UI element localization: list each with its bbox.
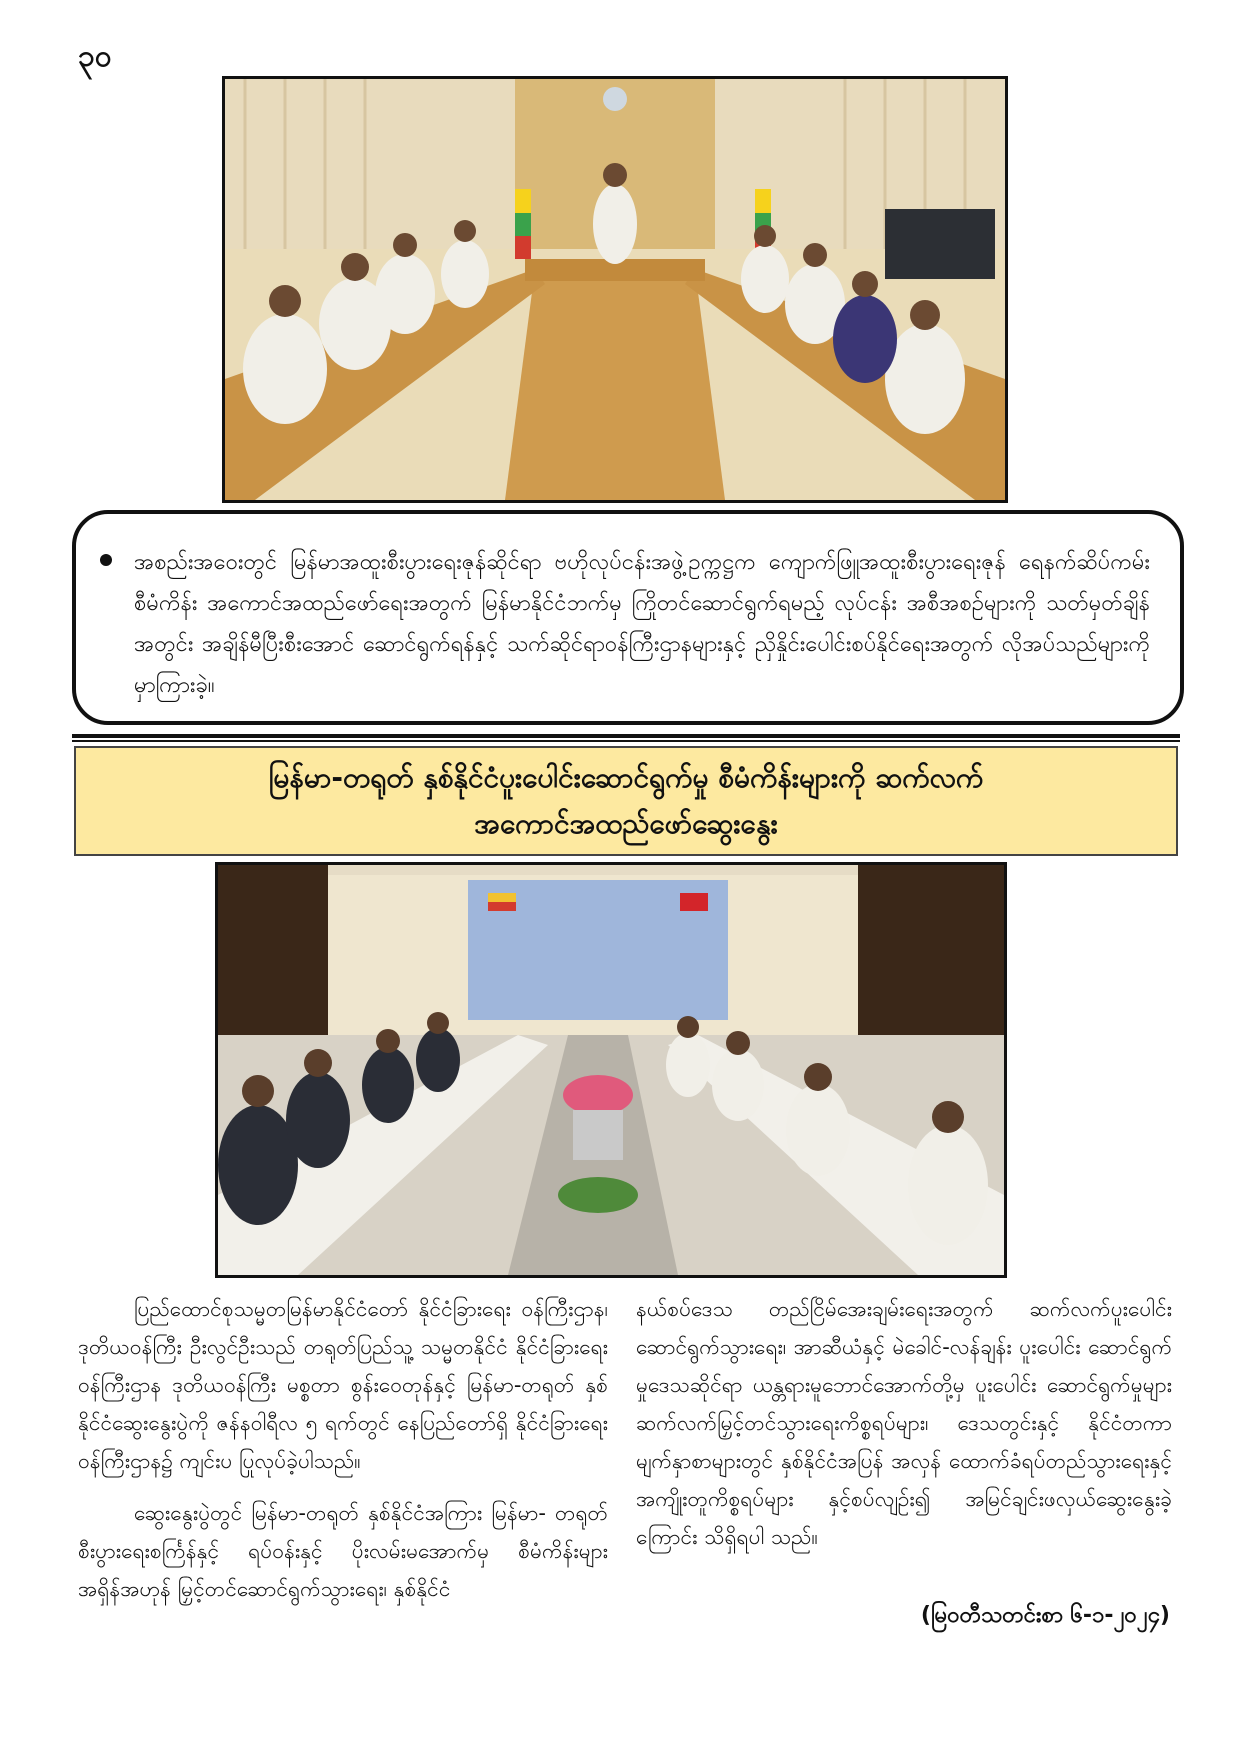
meeting-photo-1: [222, 76, 1008, 503]
bullet-icon: [100, 554, 112, 566]
article-heading-line-1: မြန်မာ-တရုတ် နှစ်နိုင်ငံပူးပေါင်းဆောင်ရွက်မှု စီမံကိန်းများကို ဆက်လက်: [268, 761, 984, 794]
article-paragraph-1: ပြည်ထောင်စုသမ္မတမြန်မာနိုင်ငံတော် နိုင်ငံခြားရေး ဝန်ကြီးဌာန၊ ဒုတိယဝန်ကြီး ဦးလွင်ဦးသည် တရုတ်ပြည်သူ့ သမ္မတနိုင်ငံ နိုင်ငံခြားရေးဝန်ကြီးဌာန ဒုတိယဝန်ကြီး မစ္စတာ စွန်းဝေတုန်နှင့် မြန်မာ-တရုတ် နှစ်နိုင်ငံဆွေးနွေးပွဲကို ဇန်နဝါရီလ ၅ ရက်တွင် နေပြည်တော်ရှိ နိုင်ငံခြားရေးဝန်ကြီးဌာန၌ ကျင်းပ ပြုလုပ်ခဲ့ပါသည်။: [78, 1297, 608, 1473]
bullet-note-box: [72, 510, 1184, 725]
article-source: (မြဝတီသတင်းစာ ၆-၁-၂၀၂၄): [920, 1603, 1170, 1628]
article-column-left: [78, 1290, 608, 1622]
article-heading-box: [74, 746, 1178, 856]
meeting-photo-2: [215, 862, 1007, 1278]
meeting-photo-2-illustration: [218, 865, 1004, 1275]
page-number: ၃၀: [78, 39, 112, 74]
meeting-photo-1-illustration: [225, 79, 1005, 500]
section-divider-thin: [72, 740, 1180, 742]
section-divider: [72, 734, 1180, 738]
article-column-right: [636, 1290, 1172, 1556]
article-heading-line-2: အကောင်အထည်ဖော်ဆွေးနွေး: [474, 807, 778, 840]
bullet-note-text: အစည်းအဝေးတွင် မြန်မာအထူးစီးပွားရေးဇုန်ဆိုင်ရာ ဗဟိုလုပ်ငန်းအဖွဲ့ဥက္ကဋ္ဌက ကျောက်ဖြူအထူးစီးပွားရေးဇုန် ရေနက်ဆိပ်ကမ်းစီမံကိန်း အကောင်အထည်ဖော်ရေးအတွက် မြန်မာနိုင်ငံဘက်မှ ကြိုတင်ဆောင်ရွက်ရမည့် လုပ်ငန်း အစီအစဉ်များကို သတ်မှတ်ချိန်အတွင်း အချိန်မီပြီးစီးအောင် ဆောင်ရွက်ရန်နှင့် သက်ဆိုင်ရာဝန်ကြီးဌာနများနှင့် ညှိနှိုင်းပေါင်းစပ်နိုင်ရေးအတွက် လိုအပ်သည်များကို မှာကြားခဲ့။: [134, 550, 1150, 698]
article-paragraph-3: နယ်စပ်ဒေသ တည်ငြိမ်အေးချမ်းရေးအတွက် ဆက်လက်ပူးပေါင်း ဆောင်ရွက်သွားရေး၊ အာဆီယံနှင့် မဲခေါင်-လန်ချန်း ပူးပေါင်း ဆောင်ရွက်မှုဒေသဆိုင်ရာ ယန္တရားမူဘောင်အောက်တို့မှ ပူးပေါင်း ဆောင်ရွက်မှုများ ဆက်လက်မြှင့်တင်သွားရေးကိစ္စရပ်များ၊ ဒေသတွင်းနှင့် နိုင်ငံတကာမျက်နှာစာများတွင် နှစ်နိုင်ငံအပြန် အလှန် ထောက်ခံရပ်တည်သွားရေးနှင့် အကျိုးတူကိစ္စရပ်များ နှင့်စပ်လျဉ်း၍ အမြင်ချင်းဖလှယ်ဆွေးနွေးခဲ့ကြောင်း သိရှိရပါ သည်။: [636, 1297, 1172, 1549]
article-paragraph-2: ဆွေးနွေးပွဲတွင် မြန်မာ-တရုတ် နှစ်နိုင်ငံအကြား မြန်မာ- တရုတ် စီးပွားရေးစင်္ကြန်နှင့် ရပ်ဝန်းနှင့် ပိုးလမ်းမအောက်မှ စီမံကိန်းများ အရှိန်အဟုန် မြှင့်တင်ဆောင်ရွက်သွားရေး၊ နှစ်နိုင်ငံ: [78, 1501, 608, 1601]
